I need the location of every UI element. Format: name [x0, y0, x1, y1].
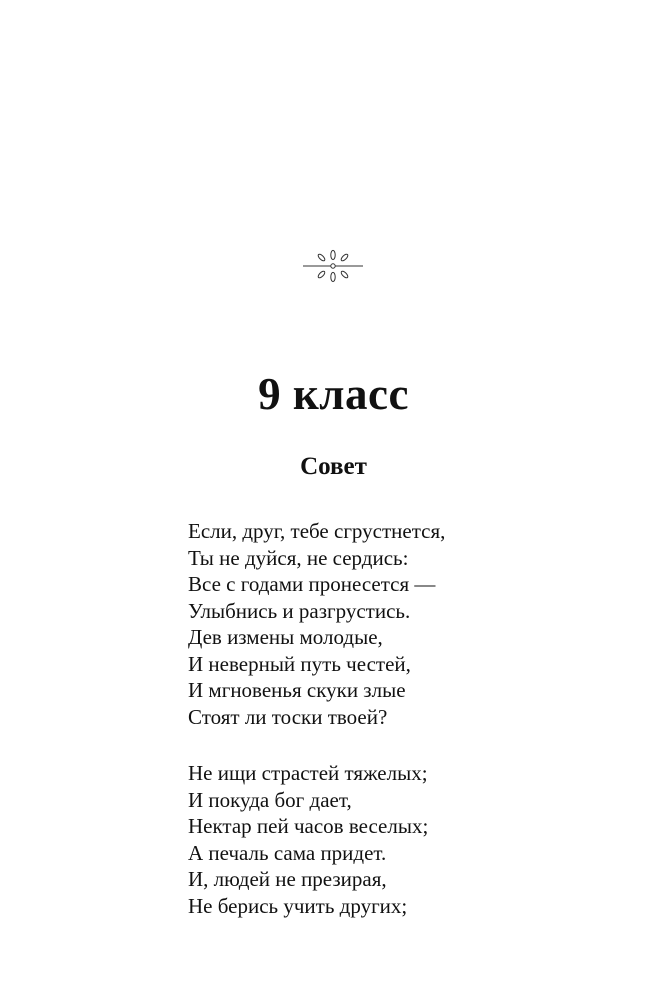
verse-line: И, людей не презирая, — [188, 867, 387, 891]
verse-line: Не берись учить других; — [188, 893, 408, 918]
verse-line: И мгновенья скуки злые — [188, 678, 406, 702]
poem-stanza — [188, 760, 628, 919]
verse-line: И неверный путь честей, — [188, 651, 411, 676]
verse-line: Нектар пей часов веселых; — [188, 814, 429, 838]
verse-line: Ты не дуйся, не сердись: — [188, 545, 409, 570]
verse-line: И покуда бог дает, — [188, 787, 352, 812]
poem-stanza — [188, 518, 628, 730]
verse-line: Стоят ли тоски твоей? — [188, 704, 388, 729]
verse-line: Дев измены молодые, — [188, 625, 383, 649]
verse-line: Если, друг, тебе сгрустнется, — [188, 519, 446, 543]
verse-line: Все с годами пронесется — — [188, 572, 436, 596]
verse-line: Не ищи страстей тяжелых; — [188, 761, 428, 785]
poem-title: Совет — [300, 453, 367, 480]
floral-ornament-icon — [298, 244, 368, 288]
verse-line: А печаль сама придет. — [188, 840, 387, 865]
verse-line: Улыбнись и разгрустись. — [188, 598, 411, 623]
chapter-title: 9 класс — [258, 369, 409, 419]
